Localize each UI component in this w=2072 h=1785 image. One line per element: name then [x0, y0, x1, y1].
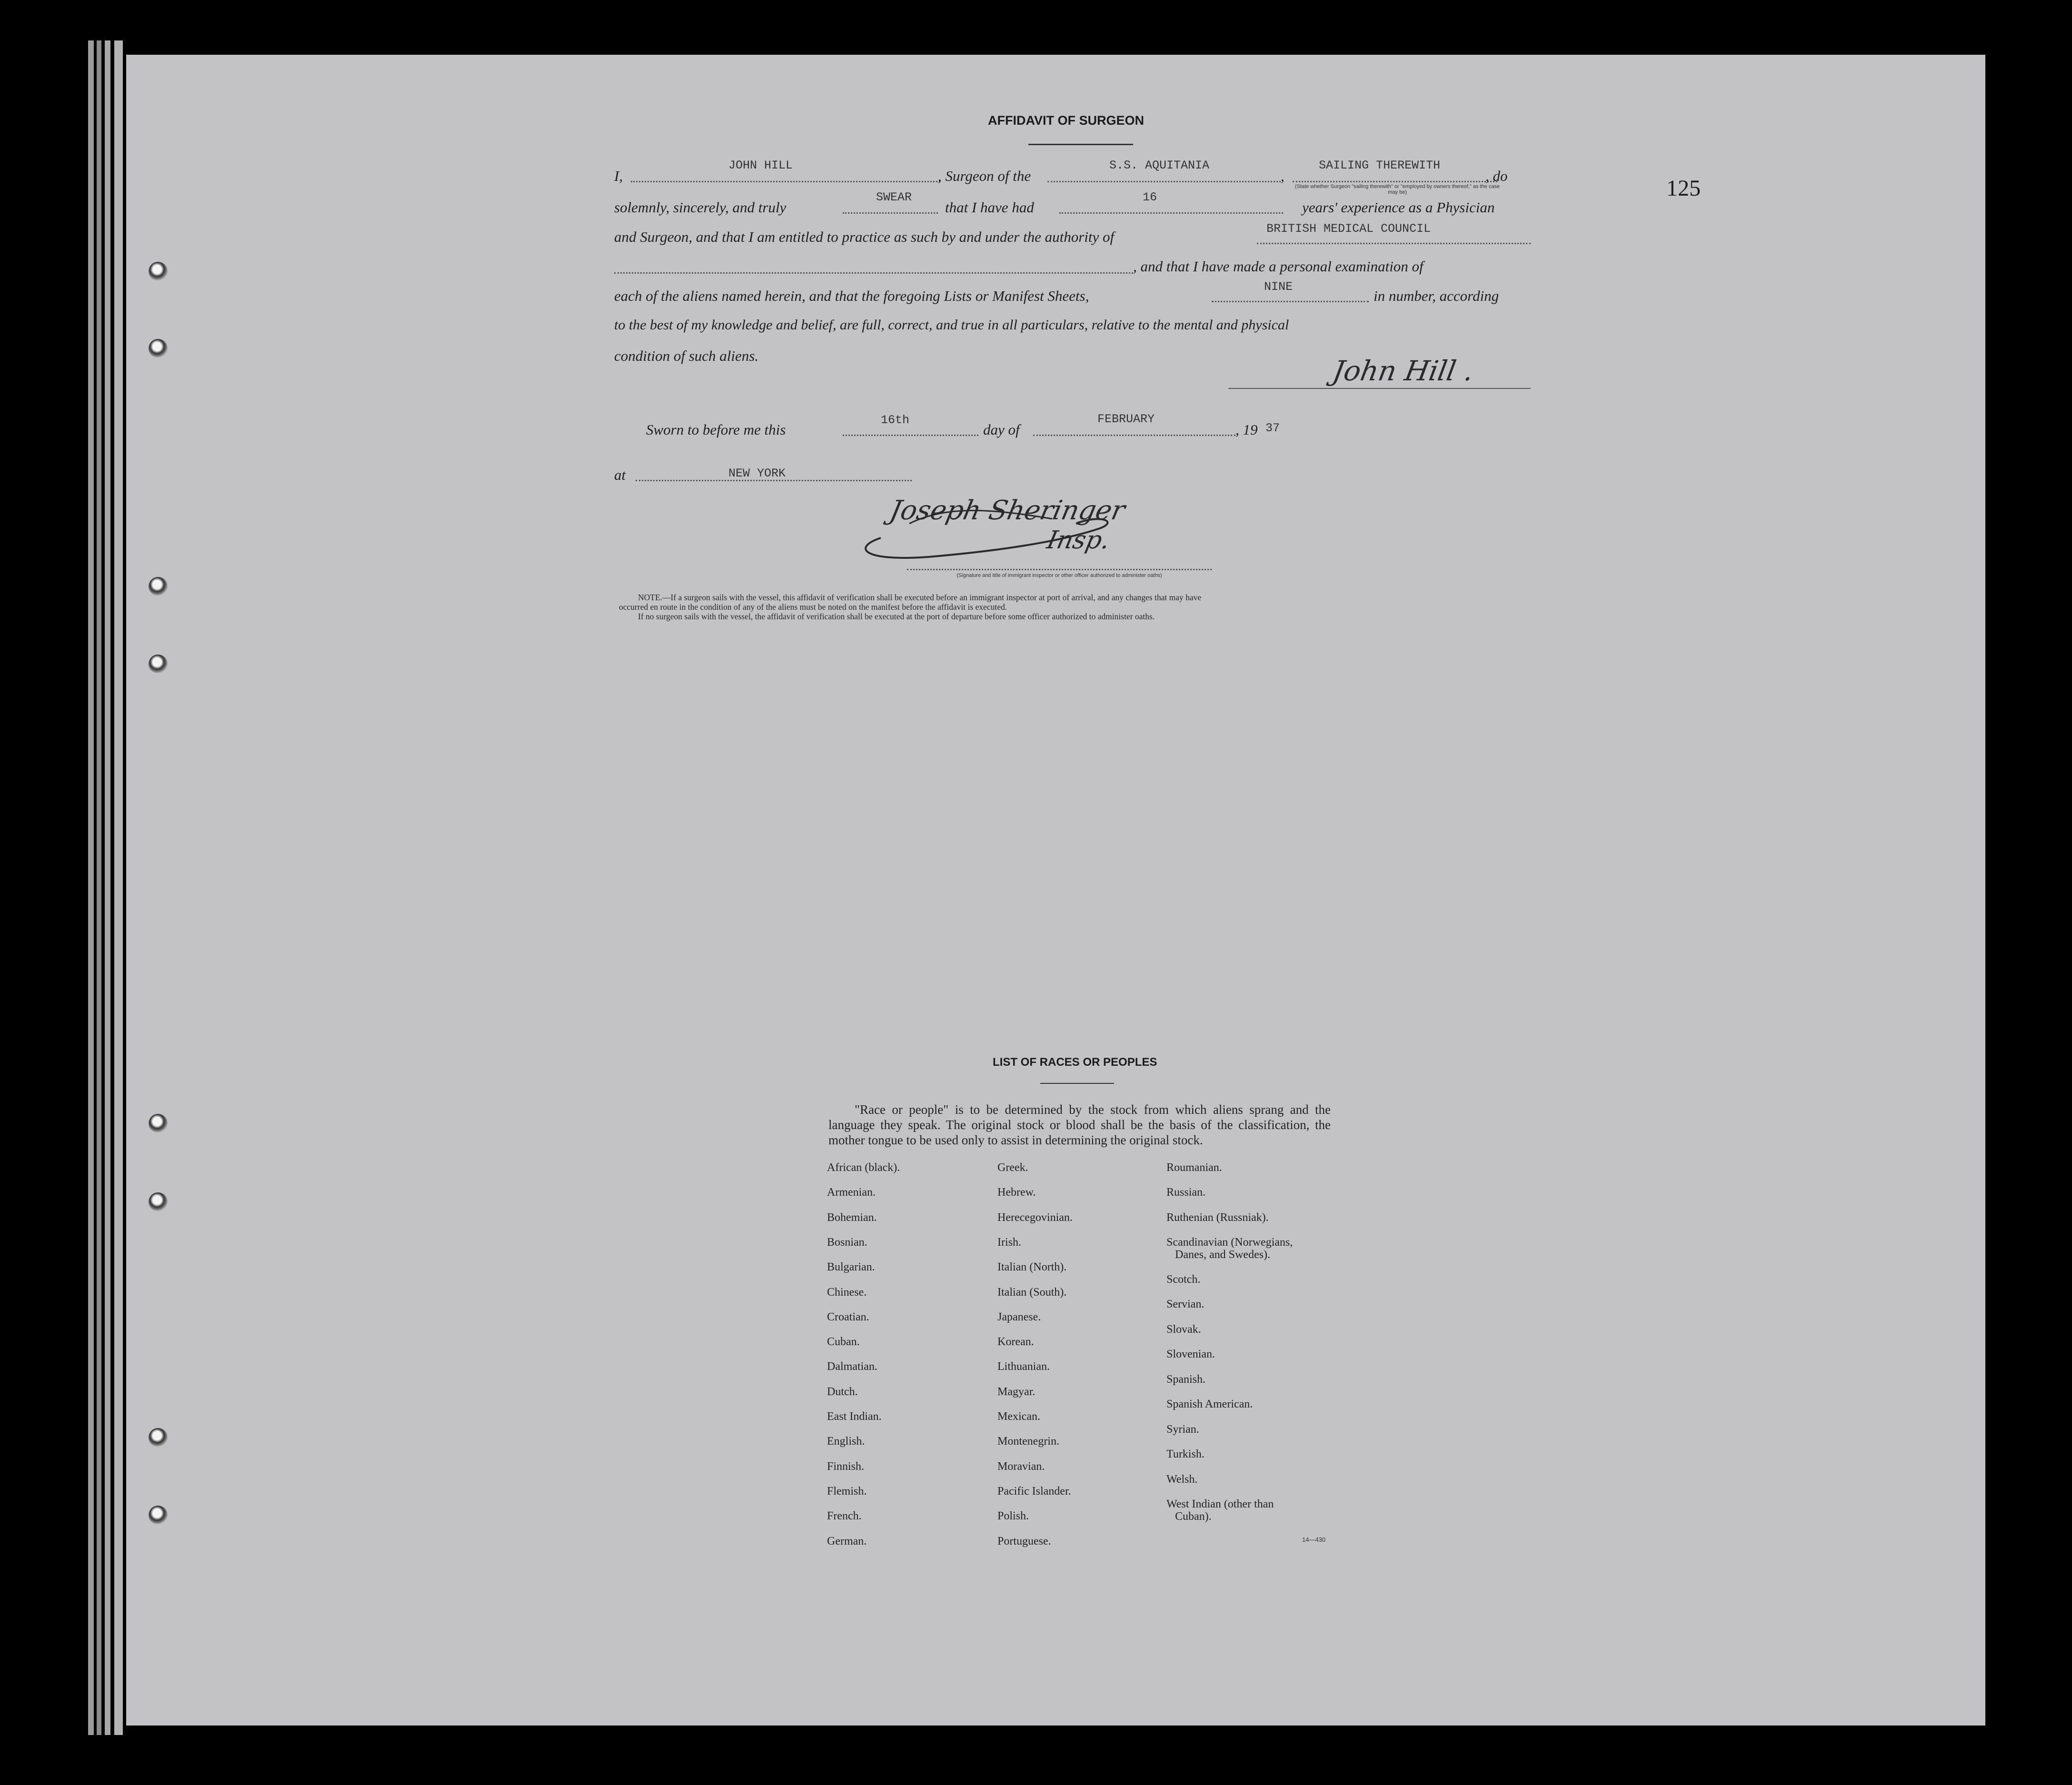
affidavit-line6: to the best of my knowledge and belief, are full, correct, and true in all particulars, relative to the mental and physical [614, 317, 1289, 333]
race-item: Polish. [997, 1510, 1029, 1523]
vessel-line [1047, 181, 1281, 182]
vessel-name: S.S. AQUITANIA [1109, 159, 1210, 172]
affidavit-line1-mid: , Surgeon of the [938, 168, 1031, 184]
years-experience: 16 [1143, 190, 1157, 204]
affidavit-line2-suffix: years' experience as a Physician [1302, 199, 1495, 216]
affidavit-line7: condition of such aliens. [614, 347, 759, 364]
page-stack-edge [88, 40, 94, 1735]
race-item: Montenegrin. [997, 1435, 1059, 1448]
sworn-year-prefix: , 19 [1235, 421, 1258, 438]
race-item: Dalmatian. [827, 1360, 877, 1373]
authority-continuation-line [614, 272, 1133, 274]
title-underline [1028, 144, 1133, 145]
licensing-authority: BRITISH MEDICAL COUNCIL [1266, 222, 1431, 236]
punch-hole [149, 1114, 168, 1133]
race-item: Roumanian. [1166, 1161, 1222, 1174]
page-stack-edge [114, 40, 123, 1735]
punch-hole [149, 1192, 168, 1211]
race-item: Italian (North). [997, 1261, 1067, 1274]
surgeon-name-line [631, 181, 940, 182]
oath-line [843, 212, 938, 214]
race-item: Lithuanian. [997, 1360, 1050, 1373]
race-item: Korean. [997, 1336, 1034, 1349]
race-item: Slovak. [1166, 1323, 1201, 1336]
sworn-day: 16th [881, 413, 910, 427]
race-item: Portuguese. [997, 1535, 1051, 1547]
page-number: 125 [1666, 176, 1701, 201]
punch-hole [149, 1428, 168, 1447]
affidavit-line4: , and that I have made a personal examination of [1133, 258, 1424, 275]
race-item: Scotch. [1166, 1273, 1201, 1286]
note-line1: NOTE.—If a surgeon sails with the vessel, this affidavit of verification shall be executed before an immigrant inspector at port of arrival, and any changes that may have [638, 593, 1202, 602]
race-item: Scandinavian (Norwegians, Danes, and Swedes). [1166, 1236, 1293, 1261]
race-item: Japanese. [997, 1310, 1041, 1323]
race-item: Ruthenian (Russniak). [1166, 1211, 1269, 1224]
race-item: Spanish American. [1166, 1398, 1253, 1410]
race-item: Armenian. [827, 1186, 876, 1199]
punch-hole [149, 262, 168, 281]
race-item: Bulgarian. [827, 1261, 875, 1274]
race-item: Irish. [997, 1236, 1021, 1249]
affidavit-line3: and Surgeon, and that I am entitled to practice as such by and under the authority of [614, 228, 1115, 245]
race-item: Croatian. [827, 1310, 869, 1323]
races-intro: "Race or people" is to be determined by the stock from which aliens sprang and the language they speak. The original stock or blood shall be the basis of the classification, the mother tongue to be used only to assist in determining the original stock. [828, 1102, 1331, 1147]
sworn-month-line [1033, 435, 1235, 436]
race-item: Welsh. [1166, 1473, 1198, 1486]
race-item: Turkish. [1166, 1448, 1205, 1460]
form-number: 14—430 [1302, 1536, 1326, 1543]
sworn-prefix: Sworn to before me this [646, 421, 786, 438]
punch-hole [149, 339, 168, 358]
race-item: Greek. [997, 1161, 1028, 1174]
punch-hole [149, 577, 168, 596]
race-item: Finnish. [827, 1460, 865, 1473]
affidavit-line2-prefix: solemnly, sincerely, and truly [614, 199, 787, 216]
inspector-title: Insp. [1044, 526, 1113, 555]
affidavit-line5-suffix: in number, according [1374, 288, 1499, 304]
race-item: Bohemian. [827, 1211, 877, 1224]
note-line3: If no surgeon sails with the vessel, the affidavit of verification shall be executed at the port of departure before some officer authorized to administer oaths. [638, 612, 1155, 621]
sheets-line [1212, 301, 1369, 302]
race-item: English. [827, 1435, 865, 1448]
surgeon-name: JOHN HILL [728, 159, 793, 172]
races-title: LIST OF RACES OR PEOPLES [993, 1056, 1157, 1069]
page-stack-edge [105, 40, 110, 1735]
race-item: Russian. [1166, 1186, 1206, 1199]
affidavit-line1-prefix: I, [614, 168, 623, 184]
sheet-count: NINE [1264, 280, 1293, 294]
race-item: Moravian. [997, 1460, 1045, 1473]
race-item: Mexican. [997, 1410, 1040, 1423]
punch-hole [149, 1506, 168, 1525]
status-note: (State whether Surgeon "sailing therewith" or "employed by owners thereof," as the case may be) [1295, 184, 1500, 195]
race-item: Italian (South). [997, 1286, 1067, 1299]
race-item: Bosnian. [827, 1236, 867, 1249]
race-item: Flemish. [827, 1485, 867, 1497]
race-item: African (black). [827, 1161, 900, 1174]
race-item: West Indian (other than Cuban). [1166, 1498, 1274, 1523]
race-item: Herecegovinian. [997, 1211, 1073, 1224]
race-item: Syrian. [1166, 1423, 1199, 1436]
affidavit-line1-suffix: , do [1485, 168, 1508, 184]
race-item: German. [827, 1535, 867, 1547]
affidavit-title: AFFIDAVIT OF SURGEON [988, 113, 1144, 128]
sworn-month: FEBRUARY [1097, 412, 1155, 426]
sworn-year: 37 [1265, 421, 1280, 435]
inspector-signature-line [907, 569, 1212, 570]
race-item: Dutch. [827, 1385, 858, 1398]
sworn-day-line [843, 435, 978, 436]
sworn-mid: day of [983, 421, 1020, 438]
race-item: Pacific Islander. [997, 1485, 1071, 1497]
races-title-underline [1040, 1083, 1114, 1084]
comma: , [1281, 168, 1285, 184]
race-item: Spanish. [1166, 1373, 1206, 1386]
affidavit-line2-mid: that I have had [945, 199, 1034, 216]
authority-line [1257, 243, 1531, 244]
race-item: Cuban. [827, 1336, 860, 1349]
signature-caption: (Signature and title of immigrant inspector or other officer authorized to administer oaths) [956, 573, 1162, 578]
race-item: East Indian. [827, 1410, 882, 1423]
oath-type: SWEAR [876, 190, 912, 204]
place-city: NEW YORK [728, 466, 786, 480]
note-line2: occurred en route in the condition of any of the aliens must be noted on the manifest before the affidavit is executed. [619, 602, 1007, 612]
race-item: Chinese. [827, 1286, 867, 1299]
race-item: Slovenian. [1166, 1348, 1215, 1360]
affidavit-line5-prefix: each of the aliens named herein, and that the foregoing Lists or Manifest Sheets, [614, 288, 1089, 304]
surgeon-status: SAILING THEREWITH [1319, 159, 1441, 172]
race-item: Servian. [1166, 1298, 1205, 1310]
punch-hole [149, 654, 168, 674]
years-line [1059, 212, 1283, 214]
race-item: French. [827, 1510, 862, 1523]
document-page [126, 55, 1985, 1726]
signature-line [1228, 388, 1531, 389]
race-item: Hebrew. [997, 1186, 1036, 1199]
race-item: Magyar. [997, 1385, 1036, 1398]
surgeon-signature: John Hill . [1330, 355, 1476, 387]
inspector-signature: Joseph Sheringer [887, 495, 1128, 526]
status-line [1293, 181, 1497, 182]
place-prefix: at [614, 466, 626, 483]
page-stack-edge [97, 40, 101, 1735]
